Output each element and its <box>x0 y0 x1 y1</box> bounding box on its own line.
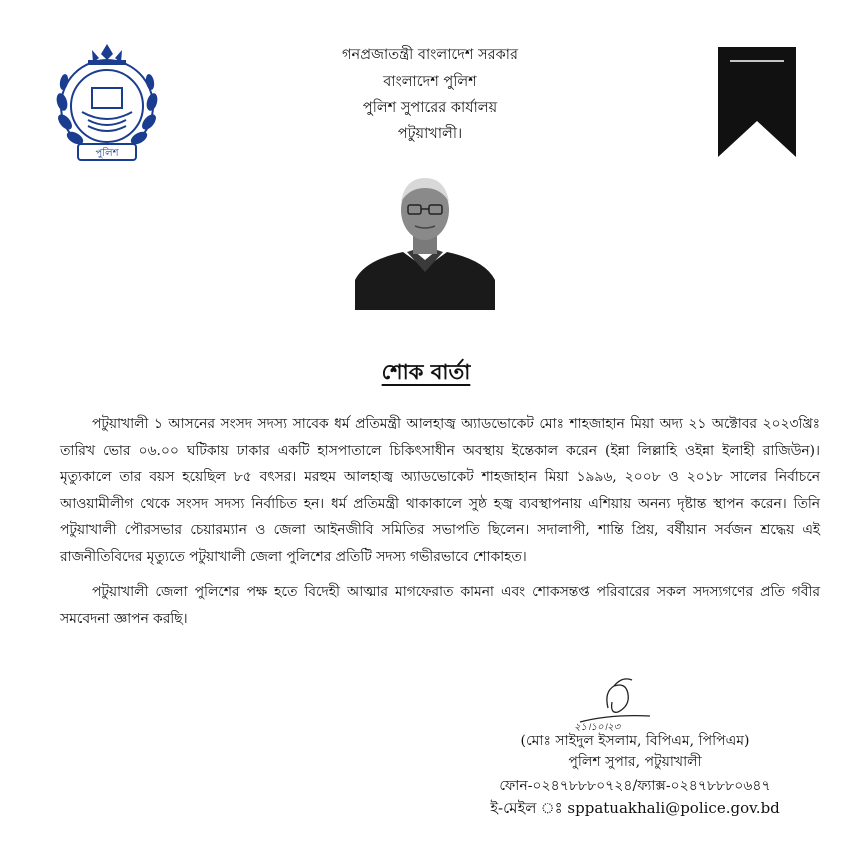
portrait-photo <box>355 172 495 310</box>
condolence-paragraph-1: পটুয়াখালী ১ আসনের সংসদ সদস্য সাবেক ধর্ম প্রতিমন্ত্রী আলহাজ্ব অ্যাডভোকেট মোঃ শাহজাহান মিয়া অদ্য ২১ অক্টোবর ২০২৩খ্রিঃ তারিখ ভোর ০৬.০০ ঘটিকায় ঢাকার একটি হাসপাতালে চিকিৎসাধীন অবস্থায় ইন্তেকাল করেন (ইন্না লিল্লাহি ওইন্না ইলাহী রাজিউন)। মৃত্যুকালে তার বয়স হয়েছিল ৮৫ বৎসর। মরহুম আলহাজ্ব অ্যাডভোকেট শাহজাহান মিয়া ১৯৯৬, ২০০৮ ও ২০১৮ সালের নির্বাচনে আওয়ামীলীগ থেকে সংসদ সদস্য নির্বাচিত হন। ধর্ম প্রতিমন্ত্রী থাকাকালে সুষ্ঠ হজ্ব ব্যবস্থাপনায় এশিয়ায় অনন্য দৃষ্টান্ত স্থাপন করেন। তিনি পটুয়াখালী পৌরসভার চেয়ারম্যান ও জেলা আইনজীবি সমিতির সভাপতি ছিলেন। সদালাপী, শান্তি প্রিয়, বর্ষীয়ান সর্বজন শ্রদ্ধেয় এই রাজনীতিবিদের মৃত্যুতে পটুয়াখালী জেলা পুলিশের প্রতিটি সদস্য গভীরভাবে শোকাহত। <box>60 416 820 565</box>
logo-text: পুলিশ <box>95 148 119 159</box>
header-district: পটুয়াখালী। <box>397 126 463 142</box>
header-government: গনপ্রজাতন্ত্রী বাংলাদেশ সরকার <box>342 47 518 63</box>
contact-phone-fax: ফোন-০২৪৭৮৮৮০৭২৪/ফ্যাক্স-০২৪৭৮৮৮০৬৪৭ <box>499 778 771 794</box>
header-police: বাংলাদেশ পুলিশ <box>383 74 477 90</box>
header-office: পুলিশ সুপারের কার্যালয় <box>362 100 498 116</box>
signature-date: ২১।১০।২৩ <box>574 722 621 733</box>
page-title: শোক বার্তা <box>381 359 471 384</box>
signatory-designation: পুলিশ সুপার, পটুয়াখালী <box>568 754 702 770</box>
police-emblem-icon <box>48 40 166 164</box>
signatory-name: (মোঃ সাইদুল ইসলাম, বিপিএম, পিপিএম) <box>520 733 750 749</box>
contact-email[interactable]: ই-মেইল ঃ sppatuakhali@police.gov.bd <box>490 799 780 817</box>
condolence-paragraph-2: পটুয়াখালী জেলা পুলিশের পক্ষ হতে বিদেহী আত্মার মাগফেরাত কামনা এবং শোকসন্তপ্ত পরিবারের সকল সদস্যগণের প্রতি গবীর সমবেদনা জ্ঞাপন করছি। <box>60 584 820 627</box>
handwritten-signature <box>570 672 660 734</box>
mourning-ribbon-icon <box>718 47 796 157</box>
